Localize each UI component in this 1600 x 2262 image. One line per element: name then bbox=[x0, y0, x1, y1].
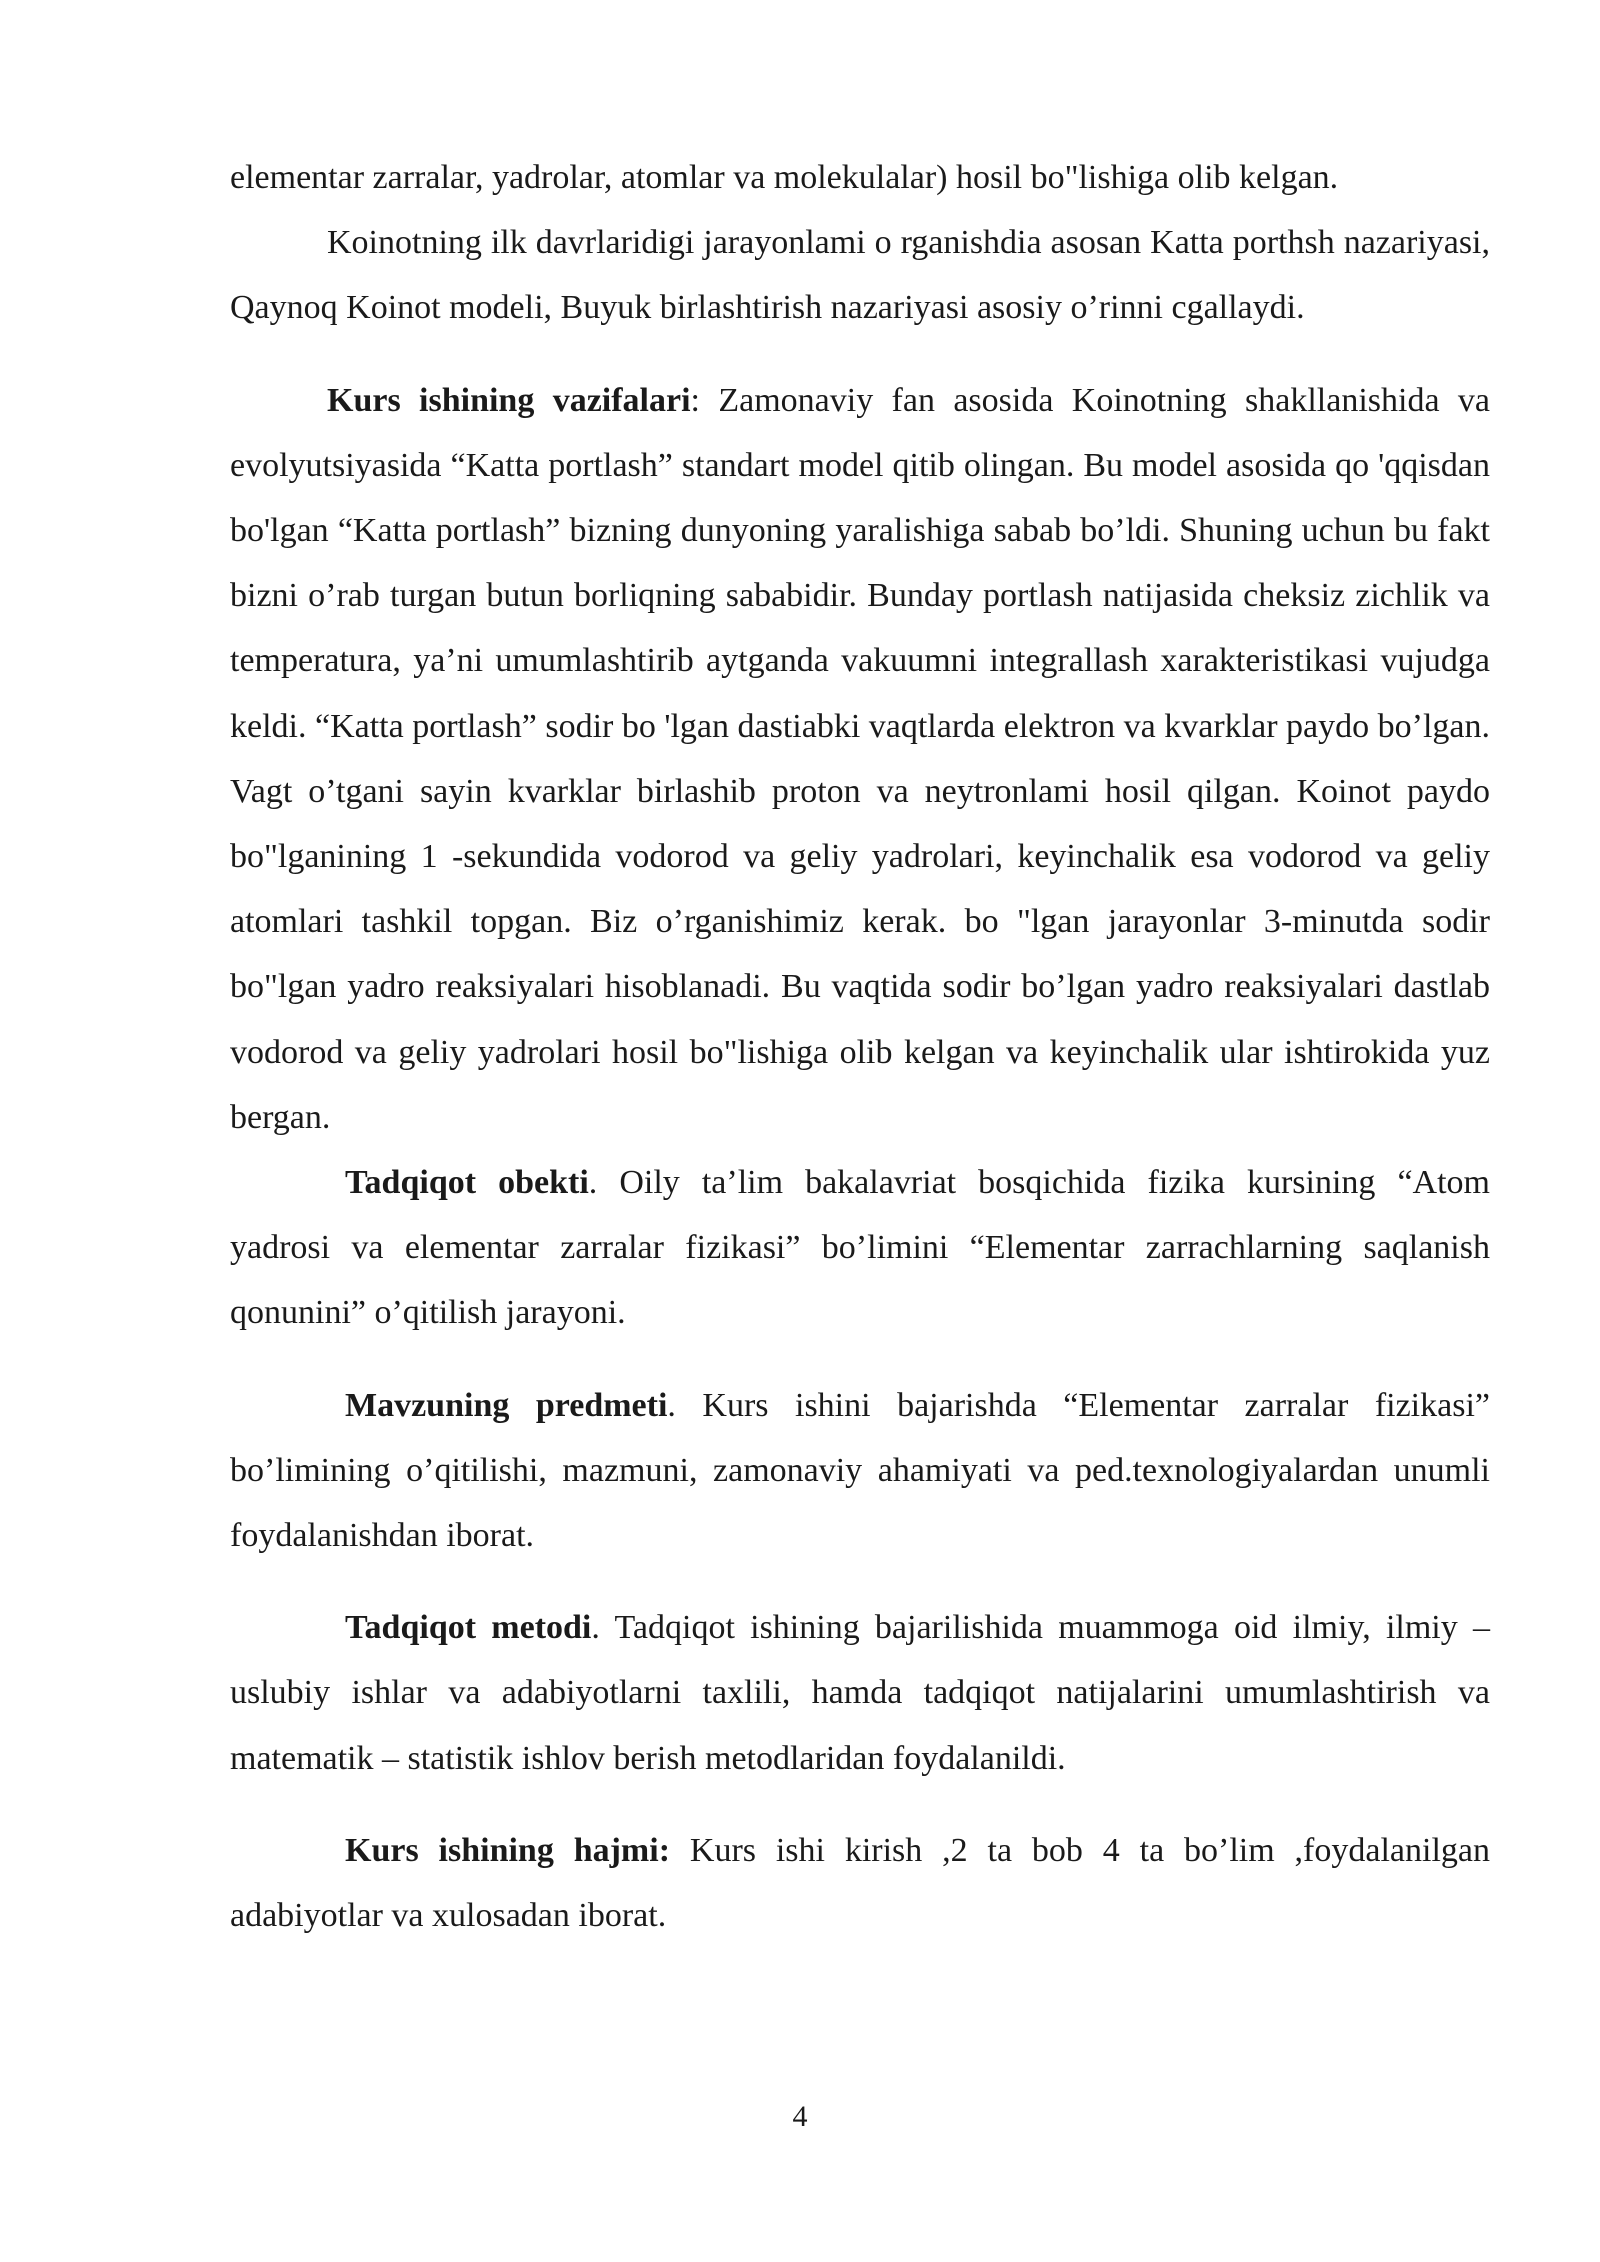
page-number: 4 bbox=[792, 2100, 808, 2133]
text-tadqiqot-metodi: . Tadqiqot ishining bajarilishida muammoga oid ilmiy, ilmiy – uslubiy ishlar va adabiyotlarni taxlili, hamda tadqiqot natijalarini umumlashtirish va matematik – statistik ishlov berish metodlaridan foydalanildi. bbox=[230, 1609, 1490, 1777]
paragraph-koinot-ilk-davrlari: Koinotning ilk davrlaridigi jarayonlami o rganishdia asosan Katta porthsh nazariyasi, Qaynoq Koinot modeli, Buyuk birlashtirish nazariyasi asosiy o’rinni cgallaydi. bbox=[230, 224, 1490, 327]
heading-kurs-vazifalari: Kurs ishining vazifalari bbox=[327, 381, 691, 419]
paragraph-kurs-hajmi bbox=[230, 1818, 1490, 1948]
text-kurs-vazifalari: : Zamonaviy fan asosida Koinotning shakllanishida va evolyutsiyasida “Katta portlash” standart model qitib olingan. Bu model asosida qo 'qqisdan bo'lgan “Katta portlash” bizning dunyoning yaralishiga sabab bo’ldi. Shuning uchun bu fakt bizni o’rab turgan butun borliqning sababidir. Bunday portlash natijasida cheksiz zichlik va temperatura, ya’ni umumlashtirib aytganda vakuumni integrallash xarakteristikasi vujudga keldi. “Katta portlash” sodir bo 'lgan dastiabki vaqtlarda elektron va kvarklar paydo bo’lgan. Vagt o’tgani sayin kvarklar birlashib proton va neytronlami hosil qilgan. Koinot paydo bo"lganining 1 -sekundida vodorod va geliy yadrolari, keyinchalik esa vodorod va geliy atomlari tashkil topgan. Biz o’rganishimiz kerak. bo "lgan jarayonlar 3-minutda sodir bo"lgan yadro reaksiyalari hisoblanadi. Bu vaqtida sodir bo’lgan yadro reaksiyalari dastlab vodorod va geliy yadrolari hosil bo"lishiga olib kelgan va keyinchalik ular ishtirokida yuz bergan. bbox=[230, 381, 1490, 1136]
heading-tadqiqot-metodi: Tadqiqot metodi bbox=[345, 1609, 592, 1647]
text-mavzuning-predmeti: . Kurs ishini bajarishda “Elementar zarralar fizikasi” bo’limining o’qitilishi, mazmuni, zamonaviy ahamiyati va ped.texnologiyalardan unumli foydalanishdan iborat. bbox=[230, 1386, 1490, 1555]
paragraph-mavzuning-predmeti bbox=[230, 1373, 1490, 1569]
paragraph-continuation: elementar zarralar, yadrolar, atomlar va molekulalar) hosil bo"lishiga olib kelgan. bbox=[230, 159, 1339, 196]
paragraph-tadqiqot-obekti bbox=[230, 1150, 1490, 1346]
page-content bbox=[230, 145, 1490, 1948]
text-kurs-hajmi: Kurs ishi kirish ,2 ta bob 4 ta bo’lim ,foydalanilgan adabiyotlar va xulosadan iborat. bbox=[230, 1831, 1490, 1935]
heading-kurs-hajmi: Kurs ishining hajmi: bbox=[345, 1831, 671, 1869]
paragraph-tadqiqot-metodi bbox=[230, 1595, 1490, 1791]
paragraph-kurs-vazifalari bbox=[230, 368, 1490, 1150]
heading-mavzuning-predmeti: Mavzuning predmeti bbox=[345, 1386, 668, 1424]
text-tadqiqot-obekti: . Oily ta’lim bakalavriat bosqichida fizika kursining “Atom yadrosi va elementar zarralar fizikasi” bo’limini “Elementar zarrachlarning saqlanish qonunini” o’qitilish jarayoni. bbox=[230, 1164, 1490, 1332]
heading-tadqiqot-obekti: Tadqiqot obekti bbox=[345, 1164, 589, 1202]
